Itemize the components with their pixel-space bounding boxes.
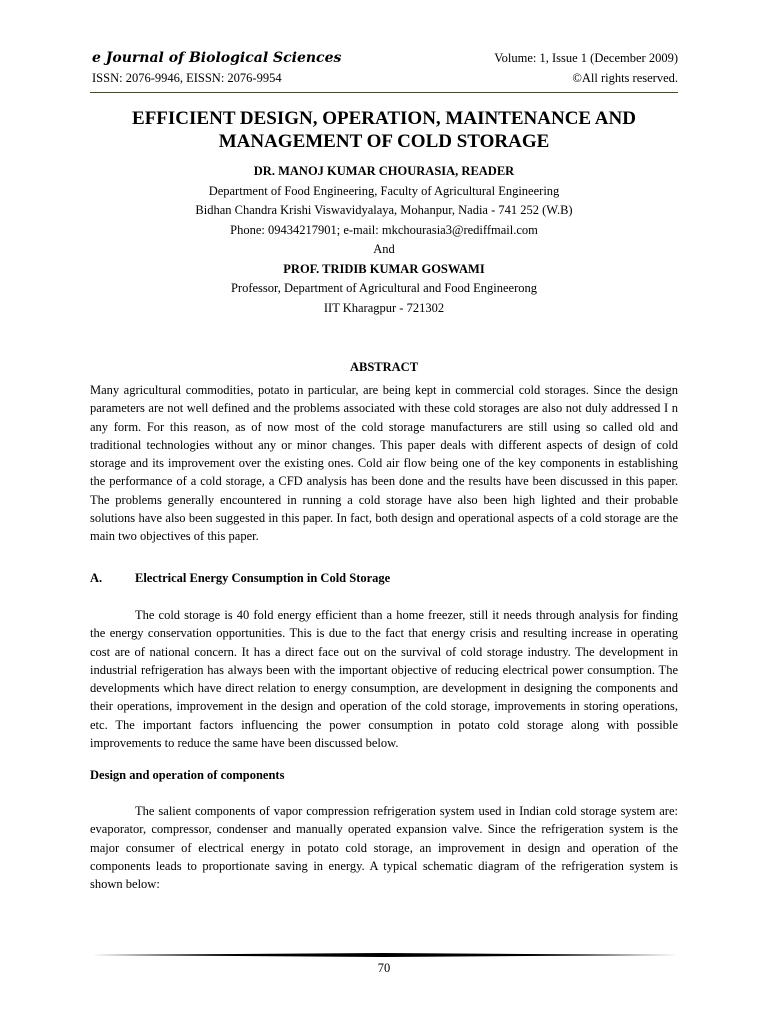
components-heading: Design and operation of components — [90, 768, 285, 782]
author-1-name: DR. MANOJ KUMAR CHOURASIA, READER — [253, 164, 515, 178]
section-a-number: A. — [90, 571, 103, 585]
section-a-heading — [90, 571, 390, 586]
author-1-university: Bidhan Chandra Krishi Viswavidyalaya, Mohanpur, Nadia - 741 252 (W.B) — [195, 203, 573, 217]
section-a-text: The cold storage is 40 fold energy efficient than a home freezer, still it needs through analysis for finding the energy conservation opportunities. This is due to the fact that energy crisis and resulting increase in operating cost are of national concern. It has a direct face out on the survival of cold storage industry. The development in industrial refrigeration has always been with the important objective of reducing electrical power consumption. The developments which have direct relation to energy consumption, are development in designing the components and their operations, improvement in the design and operation of the cold storage, improvements in storing operations, etc. The important factors influencing the power consumption in potato cold storage along with possible improvements to reduce the same have been discussed below. — [90, 608, 678, 751]
author-block — [90, 162, 678, 318]
author-2-name: PROF. TRIDIB KUMAR GOSWAMI — [283, 261, 485, 276]
author-2-institute: IIT Kharagpur - 721302 — [323, 300, 445, 315]
issn-line: ISSN: 2076-9946, EISSN: 2076-9954 — [92, 71, 282, 85]
author-2-department: Professor, Department of Agricultural and Food Engineerong — [230, 281, 538, 295]
footer-divider — [92, 953, 678, 957]
author-1-department: Department of Food Engineering, Faculty of Agricultural Engineering — [208, 183, 560, 198]
title-line-1: EFFICIENT DESIGN, OPERATION, MAINTENANCE AND — [132, 108, 636, 129]
page-number: 70 — [377, 961, 391, 975]
abstract-heading: ABSTRACT — [349, 360, 419, 374]
header-right — [494, 48, 678, 88]
section-a-title: Electrical Energy Consumption in Cold Storage — [135, 571, 391, 585]
header-left — [92, 48, 341, 88]
journal-name: e Journal of Biological Sciences — [92, 50, 342, 66]
abstract-text: Many agricultural commodities, potato in particular, are being kept in commercial cold storages. Since the design parameters are not well defined and the problems associated with these cold storages are also not duly addressed I n any form. For this reason, as of now most of the cold storage manufacturers are still using so called old and traditional technologies without any or minor changes. This paper deals with different aspects of design of cold storage and its improvement over the existing ones. Cold air flow being one of the key components in establishing the performance of a cold storage, a CFD analysis has been done and the results have been discussed in this paper. The problems generally encountered in running a cold storage have also been high lighted and their probable solutions have also been suggested in this paper. In fact, both design and operational aspects of a cold storage are the main two objectives of this paper. — [90, 383, 678, 544]
paper-title — [90, 107, 678, 153]
author-separator: And — [373, 242, 395, 256]
header-divider — [90, 92, 678, 93]
author-1-contact: Phone: 09434217901; e-mail: mkchourasia3@rediffmail.com — [230, 222, 538, 237]
volume-line: Volume: 1, Issue 1 (December 2009) — [494, 51, 678, 65]
rights-line: ©All rights reserved. — [572, 71, 678, 85]
title-line-2: MANAGEMENT OF COLD STORAGE — [218, 131, 550, 152]
components-text: The salient components of vapor compression refrigeration system used in Indian cold storage system are: evaporator, compressor, condenser and manually operated expansion valve. Since the refrigeration system is the major consumer of electrical energy in potato cold storage, an improvement in design and operation of the components leads to proportionate saving in energy. A typical schematic diagram of the refrigeration system is shown below: — [90, 804, 678, 892]
